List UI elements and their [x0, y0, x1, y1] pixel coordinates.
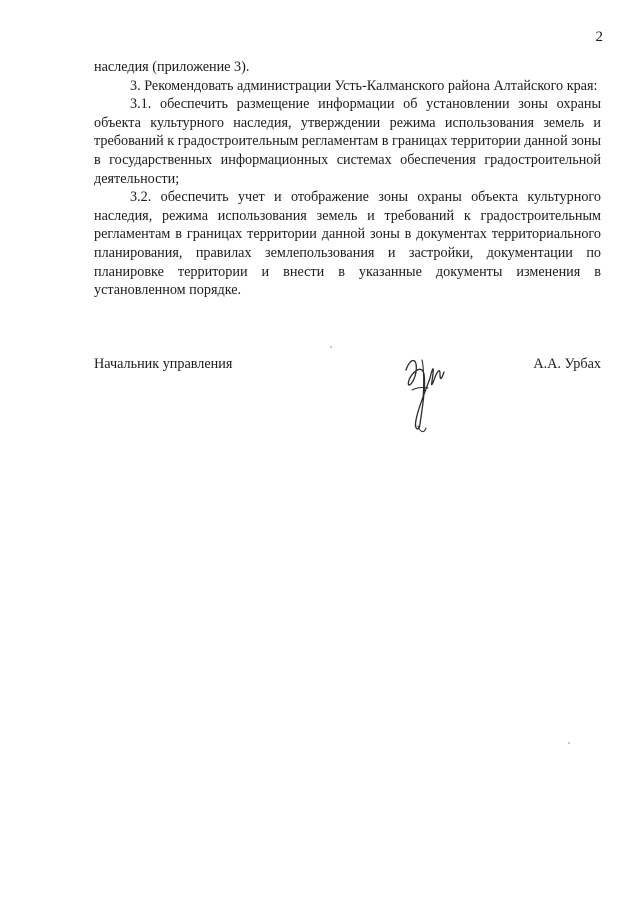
signature-block	[94, 356, 601, 446]
paragraph-item-3-2: 3.2. обеспечить учет и отображение зоны охраны объекта культурного наследия, режима использования земель и требований к градостроительным регламентам в границах территории данной зоны в документах территориального планирования, правилах землепользования и застройки, документации по планировке территории и внести в указанные документы изменения в установленном порядке.	[94, 189, 601, 299]
signatory-position: Начальник управления	[94, 356, 233, 372]
paragraph-item-3: 3. Рекомендовать администрации Усть-Калманского района Алтайского края:	[130, 77, 598, 94]
page-number: 2	[595, 29, 603, 45]
scan-speck	[568, 742, 570, 744]
scan-speck	[330, 346, 332, 348]
paragraph-continuation: наследия (приложение 3).	[94, 59, 250, 75]
paragraph-item-3-1: 3.1. обеспечить размещение информации об установлении зоны охраны объекта культурного наследия, утверждении режима использования земель и требований к градостроительным регламентам в границах территории данной зоны в государственных информационных системах обеспечения градостроительной деятельности;	[94, 96, 601, 187]
document-body	[94, 58, 601, 300]
signatory-name: А.А. Урбах	[533, 356, 601, 372]
handwritten-signature-icon	[400, 350, 456, 436]
